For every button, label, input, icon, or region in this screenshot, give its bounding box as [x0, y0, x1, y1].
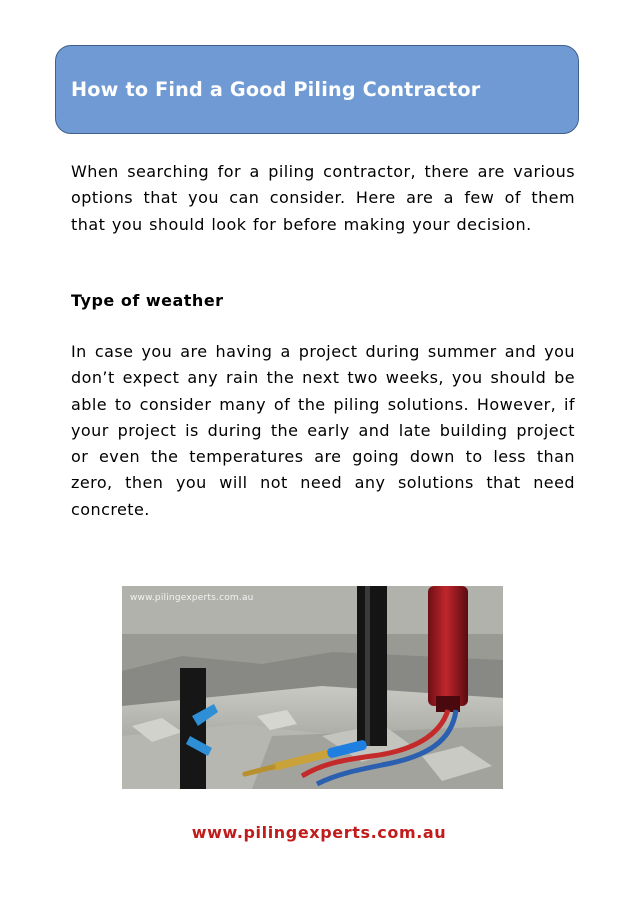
title-banner: [55, 45, 579, 134]
page-title: How to Find a Good Piling Contractor: [71, 78, 481, 101]
section-heading: Type of weather: [71, 291, 224, 310]
intro-paragraph: When searching for a piling contractor, there are various options that you can consider. Here are a few of them that you should look for before making your decision.: [71, 162, 575, 234]
construction-scene-illustration: [122, 586, 503, 789]
footer-website-link[interactable]: www.pilingexperts.com.au: [191, 823, 447, 842]
section-paragraph: In case you are having a project during summer and you don’t expect any rain the next two weeks, you should be able to consider many of the piling solutions. However, if your project is during the early and late building project or even the temperatures are going down to less than zero, then you will not need any solutions that need concrete.: [71, 342, 575, 519]
photo-watermark: www.pilingexperts.com.au: [130, 593, 254, 603]
construction-photo: [122, 586, 503, 789]
